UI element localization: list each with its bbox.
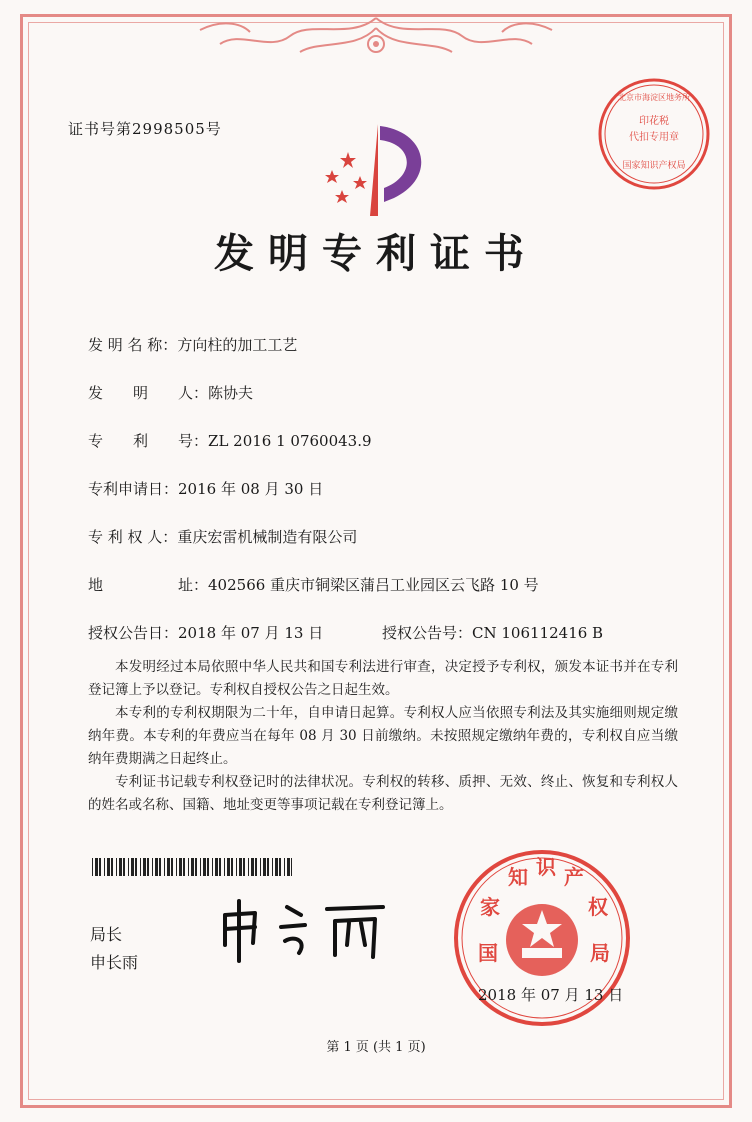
inventor-row xyxy=(88,382,253,403)
body-paragraph-2: 本专利的专利权期限为二十年，自申请日起算。专利权人应当依照专利法及其实施细则规定缴纳年费。本专利的年费应当在每年 08 月 30 日前缴纳。未按照规定缴纳年费的，专利权自应当缴纳年费期满之日起终止。 xyxy=(88,705,678,767)
barcode-bar xyxy=(92,858,93,876)
barcode-bar xyxy=(255,858,257,876)
barcode-bar xyxy=(111,858,113,876)
svg-text:局: 局 xyxy=(590,941,610,965)
barcode-bar xyxy=(155,858,158,876)
barcode-bar xyxy=(227,858,230,876)
director-title: 局长 xyxy=(90,925,123,944)
barcode-bar xyxy=(224,858,225,876)
patentee-row xyxy=(88,526,357,547)
invention-name-value: 方向柱的加工工艺 xyxy=(177,336,298,354)
patent-number-row xyxy=(88,430,372,451)
barcode-bar xyxy=(140,858,141,876)
barcode-bar xyxy=(147,858,149,876)
certificate-body xyxy=(88,656,678,817)
barcode-bar xyxy=(188,858,189,876)
application-date-value: 2016 年 08 月 30 日 xyxy=(178,480,324,498)
barcode-bar xyxy=(231,858,233,876)
svg-text:代扣专用章: 代扣专用章 xyxy=(629,132,679,143)
barcode-bar xyxy=(135,858,137,876)
patentee-label: 专 利 权 人： xyxy=(88,528,178,546)
inventor-label: 发 明 人： xyxy=(88,384,209,402)
barcode-bar xyxy=(243,858,245,876)
barcode-bar xyxy=(239,858,242,876)
patentee-value: 重庆宏雷机械制造有限公司 xyxy=(177,528,358,546)
page-number: 第 1 页 (共 1 页) xyxy=(326,1040,426,1055)
barcode-bar xyxy=(219,858,221,876)
grant-date-label: 授权公告日： xyxy=(88,624,179,642)
page-title: 发明专利证书 xyxy=(214,230,538,277)
barcode xyxy=(92,858,292,876)
barcode-bar xyxy=(176,858,177,876)
svg-text:权: 权 xyxy=(588,895,608,919)
barcode-bar xyxy=(128,858,129,876)
barcode-bar xyxy=(267,858,269,876)
barcode-bar xyxy=(167,858,170,876)
svg-text:知: 知 xyxy=(508,865,528,889)
barcode-bar xyxy=(95,858,98,876)
barcode-bar xyxy=(287,858,290,876)
grant-number-value: CN 106112416 B xyxy=(472,624,604,642)
tax-seal-icon xyxy=(596,76,712,192)
svg-text:北京市海淀区地务所: 北京市海淀区地务所 xyxy=(618,93,690,102)
barcode-bar xyxy=(203,858,206,876)
barcode-bar xyxy=(179,858,182,876)
director-name: 申长雨 xyxy=(90,953,139,972)
invention-name-row xyxy=(88,334,297,355)
patent-number-value: ZL 2016 1 0760043.9 xyxy=(208,432,372,450)
barcode-bar xyxy=(279,858,281,876)
barcode-bar xyxy=(200,858,201,876)
barcode-bar xyxy=(116,858,117,876)
inventor-value: 陈协夫 xyxy=(208,384,254,402)
cnipa-logo-icon xyxy=(318,118,448,218)
patent-number-label: 专 利 号： xyxy=(88,432,209,450)
barcode-bar xyxy=(191,858,194,876)
barcode-bar xyxy=(143,858,146,876)
svg-text:印花税: 印花税 xyxy=(639,116,669,127)
barcode-bar xyxy=(99,858,101,876)
barcode-bar xyxy=(236,858,237,876)
svg-text:国: 国 xyxy=(478,941,498,965)
grant-date-value: 2018 年 07 月 13 日 xyxy=(178,624,324,642)
address-row xyxy=(88,574,539,595)
address-label: 地 址： xyxy=(88,576,209,594)
application-date-label: 专利申请日： xyxy=(88,480,179,498)
svg-text:识: 识 xyxy=(536,855,556,879)
issue-date: 2018 年 07 月 13 日 xyxy=(478,986,624,1004)
svg-text:家: 家 xyxy=(480,895,500,919)
barcode-bar xyxy=(104,858,105,876)
barcode-bar xyxy=(183,858,185,876)
barcode-bar xyxy=(123,858,125,876)
certificate-number: 证书号第2998505号 xyxy=(68,120,222,138)
svg-text:产: 产 xyxy=(564,865,584,889)
barcode-bar xyxy=(152,858,153,876)
barcode-bar xyxy=(195,858,197,876)
barcode-bar xyxy=(284,858,285,876)
barcode-bar xyxy=(248,858,249,876)
barcode-bar xyxy=(171,858,173,876)
address-value: 402566 重庆市铜梁区蒲吕工业园区云飞路 10 号 xyxy=(208,576,539,594)
barcode-bar xyxy=(212,858,213,876)
grant-number-label: 授权公告号： xyxy=(382,624,473,642)
svg-text:国家知识产权局: 国家知识产权局 xyxy=(622,161,686,171)
application-date-row xyxy=(88,478,323,499)
barcode-bar xyxy=(207,858,209,876)
grant-date-row xyxy=(88,622,323,643)
barcode-bar xyxy=(159,858,161,876)
body-paragraph-3: 专利证书记载专利权登记时的法律状况。专利权的转移、质押、无效、终止、恢复和专利权人的姓名或名称、国籍、地址变更等事项记载在专利登记簿上。 xyxy=(88,774,678,813)
barcode-bar xyxy=(272,858,273,876)
barcode-bar xyxy=(215,858,218,876)
barcode-bar xyxy=(263,858,266,876)
body-paragraph-1: 本发明经过本局依照中华人民共和国专利法进行审查，决定授予专利权，颁发本证书并在专利登记簿上予以登记。专利权自授权公告之日起生效。 xyxy=(88,659,678,698)
barcode-bar xyxy=(164,858,165,876)
director-signature xyxy=(215,895,405,965)
barcode-bar xyxy=(260,858,261,876)
top-ornament xyxy=(0,0,752,80)
barcode-bar xyxy=(119,858,122,876)
barcode-bar xyxy=(251,858,254,876)
barcode-bar xyxy=(275,858,278,876)
invention-name-label: 发 明 名 称： xyxy=(88,336,178,354)
barcode-bar xyxy=(107,858,110,876)
barcode-bar xyxy=(291,858,292,876)
barcode-bar xyxy=(131,858,134,876)
grant-number-row xyxy=(382,622,603,643)
